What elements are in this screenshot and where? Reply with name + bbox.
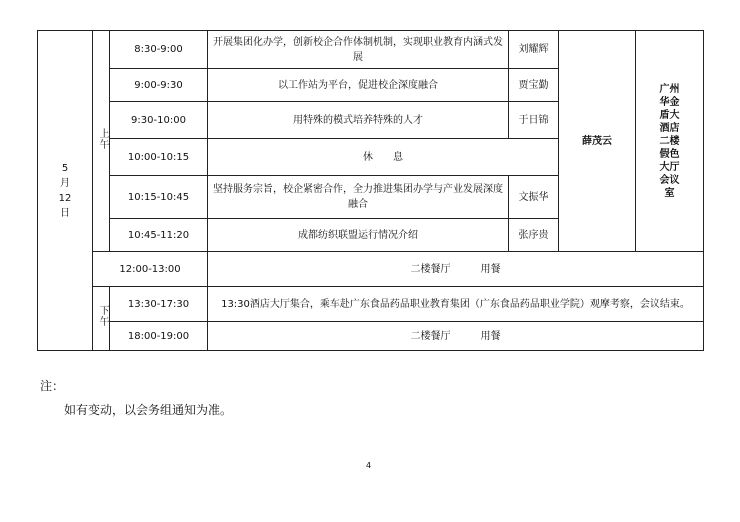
session-time: 8:30-9:00	[110, 31, 208, 69]
session-topic: 以工作站为平台，促进校企深度融合	[208, 69, 509, 102]
session-time: 10:45-11:20	[110, 219, 208, 252]
day-month: 5	[61, 162, 69, 174]
pm-cell	[93, 287, 110, 351]
table-row	[38, 252, 704, 287]
session-speaker: 张序贵	[509, 219, 559, 252]
pm-session-time: 18:00-19:00	[110, 322, 208, 351]
page-number: 4	[366, 461, 372, 470]
day-date-unit: 日	[60, 207, 70, 219]
schedule-table	[37, 30, 704, 351]
break-cell: 休 息	[208, 139, 559, 176]
pm-session-text: 二楼餐厅 用餐	[208, 322, 704, 351]
session-speaker: 文振华	[509, 176, 559, 219]
pm-label: 下午	[97, 305, 108, 327]
session-speaker: 于日锦	[509, 102, 559, 139]
day-cell	[38, 31, 93, 351]
session-time: 10:15-10:45	[110, 176, 208, 219]
session-speaker: 贾宝勤	[509, 69, 559, 102]
table-row	[38, 287, 704, 322]
venue-cell: 广州华金盾大酒店二楼假色大厅会议室	[636, 31, 704, 252]
lunch-text: 二楼餐厅 用餐	[208, 252, 704, 287]
session-topic: 成都纺织联盟运行情况介绍	[208, 219, 509, 252]
host-cell: 薛茂云	[559, 31, 636, 252]
session-topic: 开展集团化办学，创新校企合作体制机制，实现职业教育内涵式发展	[208, 31, 509, 69]
session-topic: 坚持服务宗旨，校企紧密合作，全力推进集团办学与产业发展深度融合	[208, 176, 509, 219]
session-topic: 用特殊的模式培养特殊的人才	[208, 102, 509, 139]
pm-session-text: 13:30酒店大厅集合，乘车赴广东食品药品职业教育集团（广东食品药品职业学院）观摩考察，会议结束。	[208, 287, 704, 322]
note-body: 如有变动，以会务组通知为准。	[64, 403, 233, 417]
table-row	[38, 322, 704, 351]
pm-session-time: 13:30-17:30	[110, 287, 208, 322]
am-label: 上午	[97, 127, 108, 150]
note-title: 注：	[40, 379, 65, 393]
day-date: 12	[58, 192, 72, 204]
day-month-unit: 月	[60, 177, 70, 189]
session-time: 9:30-10:00	[110, 102, 208, 139]
table-row	[38, 31, 704, 69]
session-time: 10:00-10:15	[110, 139, 208, 176]
am-cell	[93, 31, 110, 252]
session-time: 9:00-9:30	[110, 69, 208, 102]
session-speaker: 刘耀辉	[509, 31, 559, 69]
lunch-time: 12:00-13:00	[93, 252, 208, 287]
